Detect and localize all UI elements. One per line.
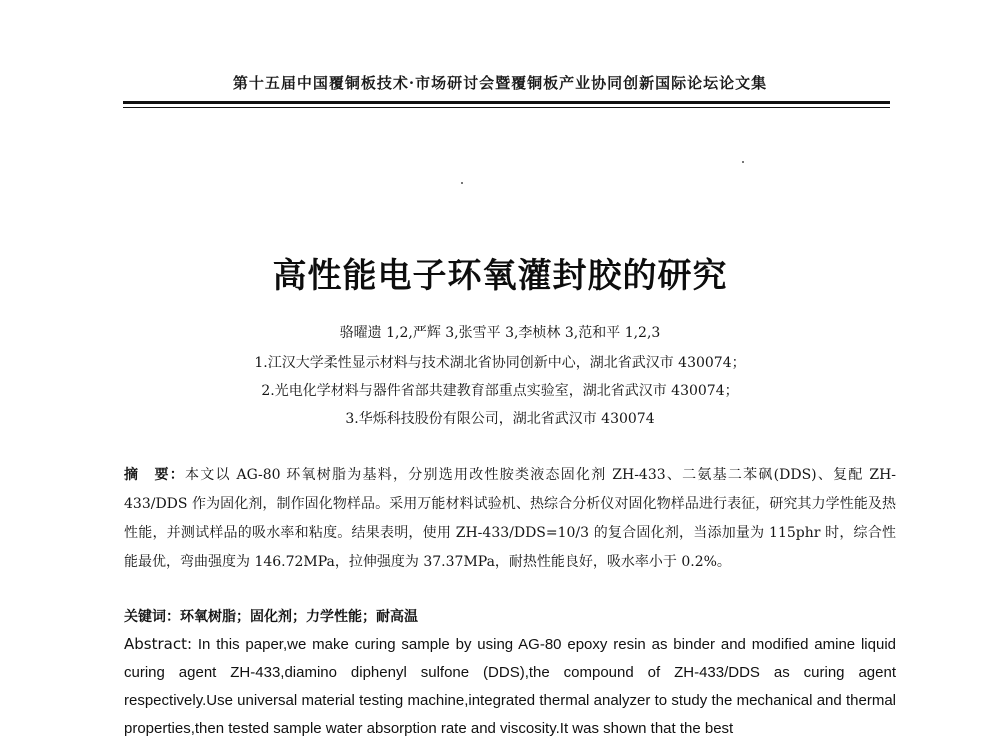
abstract-cn-text: 本文以 AG-80 环氧树脂为基料，分别选用改性胺类液态固化剂 ZH-433、二氨基二苯砜(DDS)、复配 ZH-433/DDS 作为固化剂，制作固化物样品。采用万能材料试验机、热综合分析仪对固化物样品进行表征，研究其力学性能及热性能，并测试样品的吸水率和粘度。结果表明，使用 ZH-433/DDS=10/3 的复合固化剂，当添加量为 115phr 时，综合性能最优，弯曲强度为 146.72MPa，拉伸强度为 37.37MPa，耐热性能良好，吸水率小于 0.2%。: [124, 467, 897, 570]
keywords-text: 环氧树脂；固化剂；力学性能；耐高温: [180, 609, 418, 625]
author-list: 骆曜遗 1,2,严辉 3,张雪平 3,李桢林 3,范和平 1,2,3: [339, 325, 661, 341]
abstract-cn-label: 摘 要：: [124, 467, 186, 483]
abstract-en-text: In this paper,we make curing sample by using AG-80 epoxy resin as binder and modified amine liquid curing agent ZH-433,diamino diphenyl sulfone (DDS),the compound of ZH-433/DDS as curing agent respectively.Use universal material testing machine,integrated thermal analyzer to study the mechanical and thermal properties,then tested sample water absorption rate and viscosity.It was shown that the best: [124, 636, 896, 737]
keywords-label: 关键词：: [124, 609, 180, 625]
scan-speck: [461, 182, 463, 184]
affiliation-3: 3.华烁科技股份有限公司，湖北省武汉市 430074: [345, 411, 655, 427]
affiliation-2: 2.光电化学材料与器件省部共建教育部重点实验室，湖北省武汉市 430074；: [261, 383, 739, 399]
abstract-en: [124, 630, 896, 743]
paper-title: 高性能电子环氧灌封胶的研究: [272, 256, 728, 296]
affiliation-1: 1.江汉大学柔性显示材料与技术湖北省协同创新中心，湖北省武汉市 430074；: [254, 355, 746, 371]
header-rule-thick: [123, 101, 890, 104]
header-rule-thin: [123, 107, 890, 108]
scan-speck: [742, 161, 744, 163]
abstract-cn: [124, 461, 896, 577]
keywords-line: [124, 606, 896, 626]
abstract-en-label: Abstract:: [124, 635, 193, 653]
proceedings-header: 第十五届中国覆铜板技术·市场研讨会暨覆铜板产业协同创新国际论坛论文集: [232, 74, 768, 92]
